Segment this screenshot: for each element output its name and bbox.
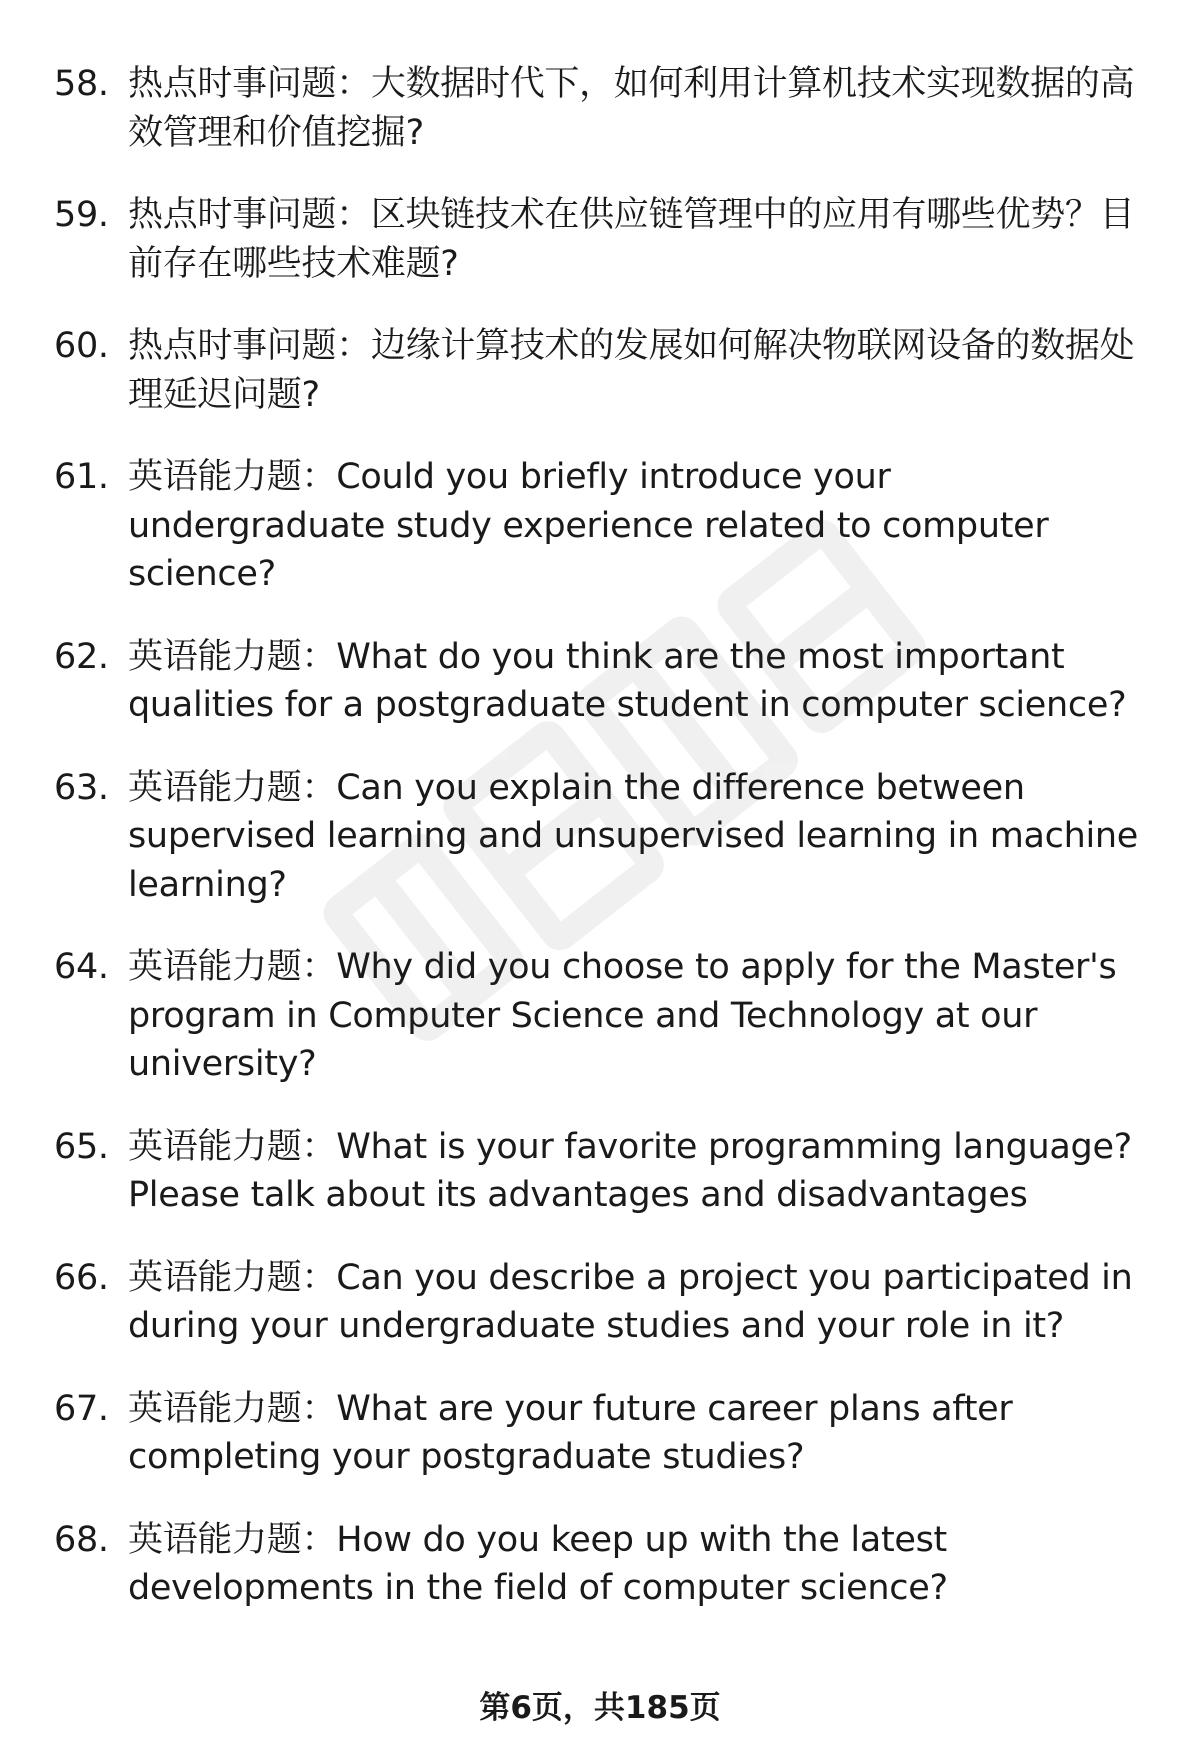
page-number-footer: 第6页，共185页 [479, 1690, 721, 1726]
question-text: 英语能力题：What are your future career plans after completing your postgraduate studies? [128, 1388, 1013, 1477]
question-number: 68. [54, 1519, 109, 1560]
question-list [54, 60, 1146, 1647]
question-text: 英语能力题：What do you think are the most important qualities for a postgraduate student in computer science? [128, 636, 1127, 725]
question-text: 英语能力题：Could you briefly introduce your undergraduate study experience related to computer science? [128, 457, 1049, 594]
question-number: 58. [54, 64, 109, 104]
question-text: 英语能力题：Can you describe a project you participated in during your undergraduate studies and your role in it? [128, 1257, 1133, 1346]
question-text: 英语能力题：Can you explain the difference between supervised learning and unsupervised learning in machine learning? [128, 767, 1139, 905]
question-item [54, 453, 1146, 599]
question-number: 64. [54, 947, 109, 987]
question-item [54, 764, 1146, 910]
question-item [54, 1254, 1146, 1351]
question-item [54, 1123, 1146, 1220]
question-item [54, 1516, 1146, 1613]
question-text: 热点时事问题：区块链技术在供应链管理中的应用有哪些优势？目前存在哪些技术难题? [128, 195, 1135, 284]
question-item [54, 943, 1146, 1089]
question-number: 59. [54, 195, 109, 235]
question-number: 60. [54, 326, 109, 366]
question-number: 66. [54, 1257, 109, 1298]
question-item [54, 633, 1146, 730]
question-text: 热点时事问题：大数据时代下，如何利用计算机技术实现数据的高效管理和价值挖掘? [128, 64, 1135, 153]
question-number: 61. [54, 457, 109, 497]
question-item [54, 1385, 1146, 1482]
question-text: 英语能力题：How do you keep up with the latest developments in the field of computer science? [128, 1519, 948, 1608]
question-text: 英语能力题：What is your favorite programming language? Please talk about its advantages and disadvantages [128, 1126, 1132, 1215]
question-number: 65. [54, 1126, 109, 1167]
question-number: 62. [54, 636, 109, 677]
question-number: 67. [54, 1388, 109, 1429]
question-number: 63. [54, 767, 109, 808]
question-text: 英语能力题：Why did you choose to apply for the Master's program in Computer Science and Technology at our university? [128, 947, 1117, 1084]
question-item [54, 322, 1146, 419]
question-item [54, 60, 1146, 157]
question-item [54, 191, 1146, 288]
question-text: 热点时事问题：边缘计算技术的发展如何解决物联网设备的数据处理延迟问题? [128, 326, 1135, 415]
